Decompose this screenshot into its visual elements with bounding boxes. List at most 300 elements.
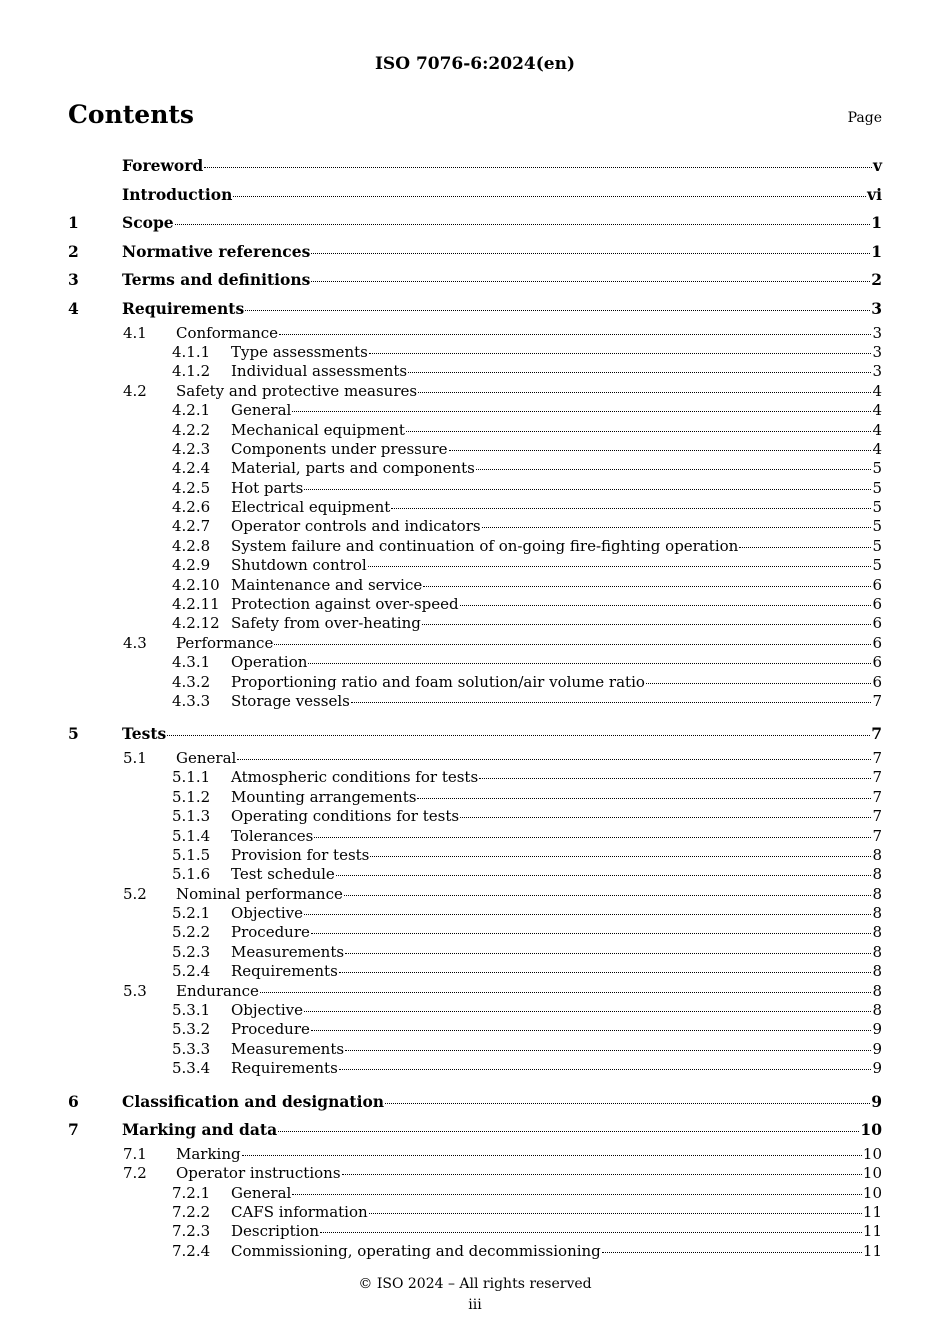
toc-entry-body — [231, 362, 882, 381]
toc-entry-page[interactable]: 4 — [872, 401, 882, 420]
dot-leader — [345, 1050, 871, 1051]
dot-leader — [369, 353, 872, 354]
toc-entry-title[interactable]: Maintenance and service — [231, 575, 423, 594]
toc-entry-title[interactable]: Classification and designation — [122, 1091, 385, 1111]
toc-entry-title[interactable]: Objective — [231, 904, 304, 923]
toc-entry-number: 4.1.1 — [172, 342, 211, 361]
toc-entry-title[interactable]: Safety from over-heating — [231, 614, 421, 633]
toc-entry[interactable] — [68, 653, 882, 672]
toc-entry[interactable] — [68, 1088, 882, 1117]
toc-entry-title[interactable]: Operation — [231, 653, 308, 672]
toc-entry-title[interactable]: Performance — [176, 633, 274, 652]
toc-entry-body — [231, 904, 882, 923]
toc-entry-body — [122, 181, 882, 210]
toc-entry-number: 4.1.2 — [172, 362, 211, 381]
toc-entry-body — [231, 923, 882, 942]
toc-entry-title[interactable]: General — [231, 1183, 292, 1202]
toc-entry-page[interactable]: 6 — [872, 633, 882, 652]
toc-entry-page[interactable]: 10 — [862, 1144, 882, 1163]
toc-entry-page[interactable]: 7 — [872, 768, 882, 787]
toc-entry-title[interactable]: Test schedule — [231, 865, 335, 884]
toc-entry-body — [231, 1222, 882, 1241]
dot-leader — [336, 875, 872, 876]
toc-entry[interactable] — [68, 362, 882, 381]
dot-leader — [242, 1155, 862, 1156]
toc-entry-number: 5.1.2 — [172, 787, 211, 806]
toc-entry-number: 7.2.1 — [172, 1183, 211, 1202]
dot-leader — [274, 644, 871, 645]
toc-entry[interactable] — [68, 1222, 882, 1241]
toc-entry-title[interactable]: Marking and data — [122, 1120, 278, 1140]
toc-entry-number: 7.2 — [123, 1164, 147, 1183]
toc-entry-body — [231, 1020, 882, 1039]
toc-entry-page[interactable]: 8 — [872, 1001, 882, 1020]
toc-entry-body — [231, 498, 882, 517]
toc-entry-number: 4.2.1 — [172, 401, 211, 420]
toc-entry[interactable] — [68, 421, 882, 440]
toc-entry[interactable] — [68, 807, 882, 826]
toc-entry[interactable] — [68, 720, 882, 749]
toc-entry-title[interactable]: Procedure — [231, 1020, 310, 1039]
dot-leader — [245, 310, 870, 311]
dot-leader — [646, 683, 872, 684]
contents-title: Contents — [68, 100, 195, 129]
toc-entry-number: 4.2.3 — [172, 439, 211, 458]
toc-entry-page[interactable]: 7 — [872, 691, 882, 710]
toc-entry-body — [231, 556, 882, 575]
contents-heading-row — [68, 100, 882, 132]
toc-entry-body — [231, 1059, 882, 1078]
dot-leader — [739, 547, 871, 548]
toc-entry-number: 5.2.3 — [172, 942, 211, 961]
dot-leader — [422, 624, 872, 625]
toc-entry-title[interactable]: Foreword — [122, 156, 204, 175]
toc-entry-page[interactable]: 3 — [871, 298, 882, 318]
toc-entry-number: 4.2.7 — [172, 517, 211, 536]
toc-entry-title[interactable]: General — [231, 401, 292, 420]
toc-entry-body — [231, 401, 882, 420]
toc-entry-page[interactable]: 1 — [871, 213, 882, 233]
toc-entry-page[interactable]: 6 — [872, 614, 882, 633]
toc-entry[interactable] — [68, 537, 882, 556]
toc-entry[interactable] — [68, 1059, 882, 1078]
toc-entry-number: 5 — [68, 724, 79, 744]
toc-entry-title[interactable]: CAFS information — [231, 1202, 368, 1221]
toc-entry-page[interactable]: 11 — [862, 1202, 882, 1221]
toc-entry-title[interactable]: Protection against over-speed — [231, 595, 459, 614]
toc-entry-page[interactable]: 8 — [872, 865, 882, 884]
toc-entry-body — [122, 266, 882, 295]
toc-entry[interactable] — [68, 692, 882, 711]
dot-leader — [292, 1194, 862, 1195]
toc-entry-page[interactable]: 6 — [872, 672, 882, 691]
toc-entry-title[interactable]: Procedure — [231, 923, 310, 942]
toc-entry[interactable] — [68, 324, 882, 343]
toc-entry-title[interactable]: Material, parts and components — [231, 459, 475, 478]
toc-entry[interactable] — [68, 1184, 882, 1203]
toc-entry-body — [176, 885, 882, 904]
toc-entry-body — [231, 1203, 882, 1222]
toc-entry-page[interactable]: 7 — [872, 807, 882, 826]
toc-entry-title[interactable]: Tolerances — [231, 826, 314, 845]
toc-entry[interactable] — [68, 962, 882, 981]
dot-leader — [342, 1174, 862, 1175]
toc-entry[interactable] — [68, 595, 882, 614]
dot-leader — [418, 392, 871, 393]
dot-leader — [351, 702, 872, 703]
dot-leader — [339, 1069, 872, 1070]
dot-leader — [408, 372, 871, 373]
toc-entry-number: 5.3.1 — [172, 1001, 211, 1020]
toc-entry-body — [231, 537, 882, 556]
dot-leader — [279, 334, 871, 335]
toc-entry-page[interactable]: 8 — [872, 942, 882, 961]
dot-leader — [314, 837, 871, 838]
toc-entry[interactable] — [68, 1001, 882, 1020]
dot-leader — [391, 508, 871, 509]
toc-entry-title[interactable]: Safety and protective measures — [176, 381, 418, 400]
dot-leader — [345, 953, 871, 954]
toc-entry-title[interactable]: Operating conditions for tests — [231, 807, 460, 826]
toc-entry-number: 4.2 — [123, 381, 147, 400]
dot-leader — [260, 992, 872, 993]
toc-entry-body — [176, 1145, 882, 1164]
toc-entry-number: 4.2.2 — [172, 420, 211, 439]
toc-entry-body — [231, 865, 882, 884]
toc-entry-page[interactable]: 5 — [872, 536, 882, 555]
dot-leader — [406, 431, 872, 432]
toc-entry[interactable] — [68, 479, 882, 498]
toc-entry-title[interactable]: Shutdown control — [231, 556, 367, 575]
toc-entry-number: 5.3.4 — [172, 1059, 211, 1078]
dot-leader — [482, 527, 872, 528]
toc-entry-body — [122, 295, 882, 324]
toc-entry-number: 4.2.6 — [172, 498, 211, 517]
toc-entry-page[interactable]: 3 — [872, 323, 882, 342]
toc-entry[interactable] — [68, 498, 882, 517]
toc-entry-page[interactable]: 5 — [872, 556, 882, 575]
toc-entry-body — [231, 1242, 882, 1261]
toc-entry[interactable] — [68, 152, 882, 181]
toc-entry[interactable] — [68, 1116, 882, 1145]
toc-entry-body — [231, 517, 882, 536]
dot-leader — [369, 1213, 862, 1214]
toc-entry-body — [231, 827, 882, 846]
toc-entry-body — [231, 1001, 882, 1020]
toc-entry-number: 5.3.3 — [172, 1039, 211, 1058]
toc-entry-number: 5.1.4 — [172, 826, 211, 845]
dot-leader — [602, 1252, 862, 1253]
toc-entry[interactable] — [68, 459, 882, 478]
toc-entry-number: 5.2 — [123, 884, 147, 903]
toc-entry-body — [122, 209, 882, 238]
toc-entry-number: 7.2.4 — [172, 1241, 211, 1260]
toc-entry-body — [231, 479, 882, 498]
toc-entry-page[interactable]: v — [872, 156, 882, 175]
dot-leader — [311, 253, 870, 254]
toc-entry-page[interactable]: 11 — [862, 1241, 882, 1260]
toc-entry-page[interactable]: 10 — [862, 1164, 882, 1183]
toc-entry-page[interactable]: vi — [867, 184, 882, 204]
toc-entry[interactable] — [68, 634, 882, 653]
toc-entry[interactable] — [68, 382, 882, 401]
toc-entry-number: 5.1.3 — [172, 807, 211, 826]
toc-entry-page[interactable]: 7 — [871, 724, 882, 744]
toc-entry[interactable] — [68, 1145, 882, 1164]
toc-entry[interactable] — [68, 768, 882, 787]
toc-entry-title[interactable]: Measurements — [231, 942, 345, 961]
toc-entry-body — [122, 1116, 882, 1145]
toc-entry-body — [231, 788, 882, 807]
toc-entry-number: 5.1.6 — [172, 865, 211, 884]
dot-leader — [385, 1103, 870, 1104]
toc-entry-page[interactable]: 10 — [860, 1120, 882, 1140]
toc-entry[interactable] — [68, 788, 882, 807]
toc-entry-page[interactable]: 3 — [872, 342, 882, 361]
toc-entry-page[interactable]: 5 — [872, 459, 882, 478]
toc-entry-body — [231, 576, 882, 595]
toc-entry[interactable] — [68, 846, 882, 865]
toc-entry-title[interactable]: Type assessments — [231, 342, 368, 361]
toc-entry-body — [231, 343, 882, 362]
toc-entry-title[interactable]: Individual assessments — [231, 362, 408, 381]
toc-entry-page[interactable]: 8 — [872, 904, 882, 923]
toc-entry-title[interactable]: Requirements — [231, 1059, 338, 1078]
toc-entry-title[interactable]: General — [176, 748, 237, 767]
toc-entry-number: 5.1 — [123, 748, 147, 767]
toc-entry-number: 7.2.2 — [172, 1202, 211, 1221]
toc-entry[interactable] — [68, 517, 882, 536]
toc-entry-body — [176, 1164, 882, 1183]
toc-entry-title[interactable]: Components under pressure — [231, 439, 448, 458]
toc-entry[interactable] — [68, 885, 882, 904]
toc-entry-number: 5.3 — [123, 981, 147, 1000]
toc-entry-page[interactable]: 7 — [872, 748, 882, 767]
toc-entry-page[interactable]: 4 — [872, 439, 882, 458]
toc-entry-page[interactable]: 6 — [872, 595, 882, 614]
toc-entry[interactable] — [68, 904, 882, 923]
toc-entry[interactable] — [68, 1203, 882, 1222]
toc-entry-page[interactable]: 8 — [872, 962, 882, 981]
toc-entry-body — [231, 1184, 882, 1203]
toc-entry-number: 4.2.12 — [172, 614, 220, 633]
toc-entry[interactable] — [68, 749, 882, 768]
toc-entry-body — [231, 614, 882, 633]
toc-entry-body — [122, 238, 882, 267]
toc-entry-title[interactable]: Provision for tests — [231, 845, 370, 864]
toc-entry-body — [176, 634, 882, 653]
toc-entry-body — [176, 749, 882, 768]
dot-leader — [311, 281, 870, 282]
dot-leader — [204, 167, 872, 168]
toc-entry-title[interactable]: Operator instructions — [176, 1164, 341, 1183]
toc-entry[interactable] — [68, 943, 882, 962]
toc-entry-title[interactable]: Atmospheric conditions for tests — [231, 768, 479, 787]
toc-entry-title[interactable]: Conformance — [176, 323, 279, 342]
toc-entry-page[interactable]: 8 — [872, 884, 882, 903]
dot-leader — [233, 196, 866, 197]
toc-entry-body — [176, 324, 882, 343]
dot-leader — [278, 1131, 859, 1132]
toc-entry-title[interactable]: System failure and continuation of on-going fire-fighting operation — [231, 536, 739, 555]
toc-entry-page[interactable]: 11 — [862, 1222, 882, 1241]
toc-entry-body — [231, 421, 882, 440]
toc-entry-title[interactable]: Objective — [231, 1001, 304, 1020]
toc-entry[interactable] — [68, 181, 882, 210]
toc-entry-number: 1 — [68, 213, 79, 233]
toc-entry-page[interactable]: 7 — [872, 787, 882, 806]
dot-leader — [320, 1232, 862, 1233]
toc-entry-number: 7.2.3 — [172, 1222, 211, 1241]
toc-entry-page[interactable]: 4 — [872, 381, 882, 400]
dot-leader — [370, 856, 871, 857]
toc-entry-page[interactable]: 9 — [872, 1020, 882, 1039]
toc-entry-number: 5.3.2 — [172, 1020, 211, 1039]
toc-entry-title[interactable]: Electrical equipment — [231, 498, 391, 517]
toc-entry[interactable] — [68, 614, 882, 633]
toc-entry[interactable] — [68, 440, 882, 459]
toc-entry-body — [231, 673, 882, 692]
toc-entry[interactable] — [68, 673, 882, 692]
dot-leader — [460, 605, 872, 606]
toc-entry-number: 4.3.2 — [172, 672, 211, 691]
toc-entry-number: 5.1.1 — [172, 768, 211, 787]
toc-entry[interactable] — [68, 1020, 882, 1039]
toc-entry-body — [231, 440, 882, 459]
toc-entry-body — [176, 982, 882, 1001]
toc-entry-page[interactable]: 10 — [862, 1183, 882, 1202]
dot-leader — [460, 817, 871, 818]
toc-entry-number: 3 — [68, 270, 79, 290]
dot-leader — [167, 735, 870, 736]
dot-leader — [479, 778, 871, 779]
toc-entry-title[interactable]: Scope — [122, 213, 174, 233]
dot-leader — [449, 450, 872, 451]
toc-entry-page[interactable]: 9 — [872, 1039, 882, 1058]
toc-entry-body — [176, 382, 882, 401]
toc-entry-page[interactable]: 7 — [872, 826, 882, 845]
dot-leader — [344, 895, 872, 896]
toc-entry-title[interactable]: Terms and definitions — [122, 270, 311, 290]
toc-entry-number: 4.2.10 — [172, 575, 220, 594]
toc-entry-title[interactable]: Measurements — [231, 1039, 345, 1058]
toc-entry[interactable] — [68, 982, 882, 1001]
page-column-label: Page — [847, 110, 882, 126]
toc-entry-title[interactable]: Nominal performance — [176, 884, 343, 903]
toc-entry-page[interactable]: 3 — [872, 362, 882, 381]
toc-entry-title[interactable]: Introduction — [122, 184, 233, 204]
toc-entry-number: 4.2.11 — [172, 595, 220, 614]
toc-entry[interactable] — [68, 343, 882, 362]
copyright-footer: © ISO 2024 – All rights reserved — [358, 1276, 592, 1292]
toc-entry-number: 4.1 — [123, 323, 147, 342]
toc-entry-page[interactable]: 8 — [872, 845, 882, 864]
dot-leader — [175, 224, 871, 225]
document-header: ISO 7076-6:2024(en) — [374, 54, 575, 74]
toc-entry-page[interactable]: 5 — [872, 517, 882, 536]
toc-entry-page[interactable]: 8 — [872, 923, 882, 942]
toc-entry-title[interactable]: Operator controls and indicators — [231, 517, 481, 536]
toc-entry-page[interactable]: 4 — [872, 420, 882, 439]
toc-entry-number: 4.3.1 — [172, 653, 211, 672]
toc-entry-body — [122, 1088, 882, 1117]
toc-entry-title[interactable]: Mounting arrangements — [231, 787, 417, 806]
toc-entry[interactable] — [68, 576, 882, 595]
toc-entry-number: 4.3.3 — [172, 691, 211, 710]
toc-entry-page[interactable]: 9 — [871, 1091, 882, 1111]
toc-entry-title[interactable]: Proportioning ratio and foam solution/air volume ratio — [231, 672, 645, 691]
toc-entry-title[interactable]: Tests — [122, 724, 167, 744]
toc-entry-page[interactable]: 6 — [872, 653, 882, 672]
toc-entry-body — [231, 692, 882, 711]
dot-leader — [308, 663, 871, 664]
toc-entry-number: 5.2.1 — [172, 904, 211, 923]
toc-entry-number: 4.2.4 — [172, 459, 211, 478]
toc-entry-title[interactable]: Requirements — [122, 298, 245, 318]
dot-leader — [304, 489, 871, 490]
toc-entry-title[interactable]: Commissioning, operating and decommissioning — [231, 1241, 601, 1260]
toc-entry[interactable] — [68, 238, 882, 267]
toc-entry[interactable] — [68, 923, 882, 942]
toc-entry-page[interactable]: 9 — [872, 1059, 882, 1078]
dot-leader — [417, 798, 871, 799]
toc-entry-page[interactable]: 1 — [871, 241, 882, 261]
toc-entry-number: 4.3 — [123, 633, 147, 652]
toc-entry-page[interactable]: 2 — [871, 270, 882, 290]
toc-entry[interactable] — [68, 295, 882, 324]
toc-entry-title[interactable]: Hot parts — [231, 478, 304, 497]
dot-leader — [368, 566, 872, 567]
toc-entry-number: 5.2.2 — [172, 923, 211, 942]
toc-entry[interactable] — [68, 266, 882, 295]
toc-entry-number: 4.2.5 — [172, 478, 211, 497]
dot-leader — [476, 469, 872, 470]
toc-entry-title[interactable]: Normative references — [122, 241, 311, 261]
toc-entry[interactable] — [68, 209, 882, 238]
toc-entry[interactable] — [68, 827, 882, 846]
toc-entry-title[interactable]: Requirements — [231, 962, 338, 981]
toc-entry-body — [231, 846, 882, 865]
toc-entry-body — [122, 720, 882, 749]
table-of-contents — [68, 152, 882, 1261]
toc-entry-title[interactable]: Storage vessels — [231, 691, 350, 710]
toc-entry[interactable] — [68, 1242, 882, 1261]
toc-entry-number: 5.2.4 — [172, 962, 211, 981]
toc-entry[interactable] — [68, 1164, 882, 1183]
toc-entry-page[interactable]: 5 — [872, 498, 882, 517]
toc-entry-body — [231, 595, 882, 614]
toc-entry-number: 4.2.9 — [172, 556, 211, 575]
toc-entry-number: 4 — [68, 298, 79, 318]
toc-entry-title[interactable]: Marking — [176, 1144, 241, 1163]
toc-entry-page[interactable]: 6 — [872, 575, 882, 594]
toc-entry-number: 7 — [68, 1120, 79, 1140]
toc-entry[interactable] — [68, 401, 882, 420]
toc-entry-title[interactable]: Description — [231, 1222, 320, 1241]
toc-entry-page[interactable]: 5 — [872, 478, 882, 497]
toc-entry-number: 6 — [68, 1091, 79, 1111]
toc-entry-page[interactable]: 8 — [872, 981, 882, 1000]
toc-entry-number: 5.1.5 — [172, 845, 211, 864]
toc-entry[interactable] — [68, 556, 882, 575]
toc-entry[interactable] — [68, 865, 882, 884]
toc-entry-title[interactable]: Mechanical equipment — [231, 420, 405, 439]
toc-entry-title[interactable]: Endurance — [176, 981, 259, 1000]
toc-entry[interactable] — [68, 1040, 882, 1059]
toc-entry-body — [122, 152, 882, 181]
toc-entry-body — [231, 653, 882, 672]
toc-entry-body — [231, 459, 882, 478]
